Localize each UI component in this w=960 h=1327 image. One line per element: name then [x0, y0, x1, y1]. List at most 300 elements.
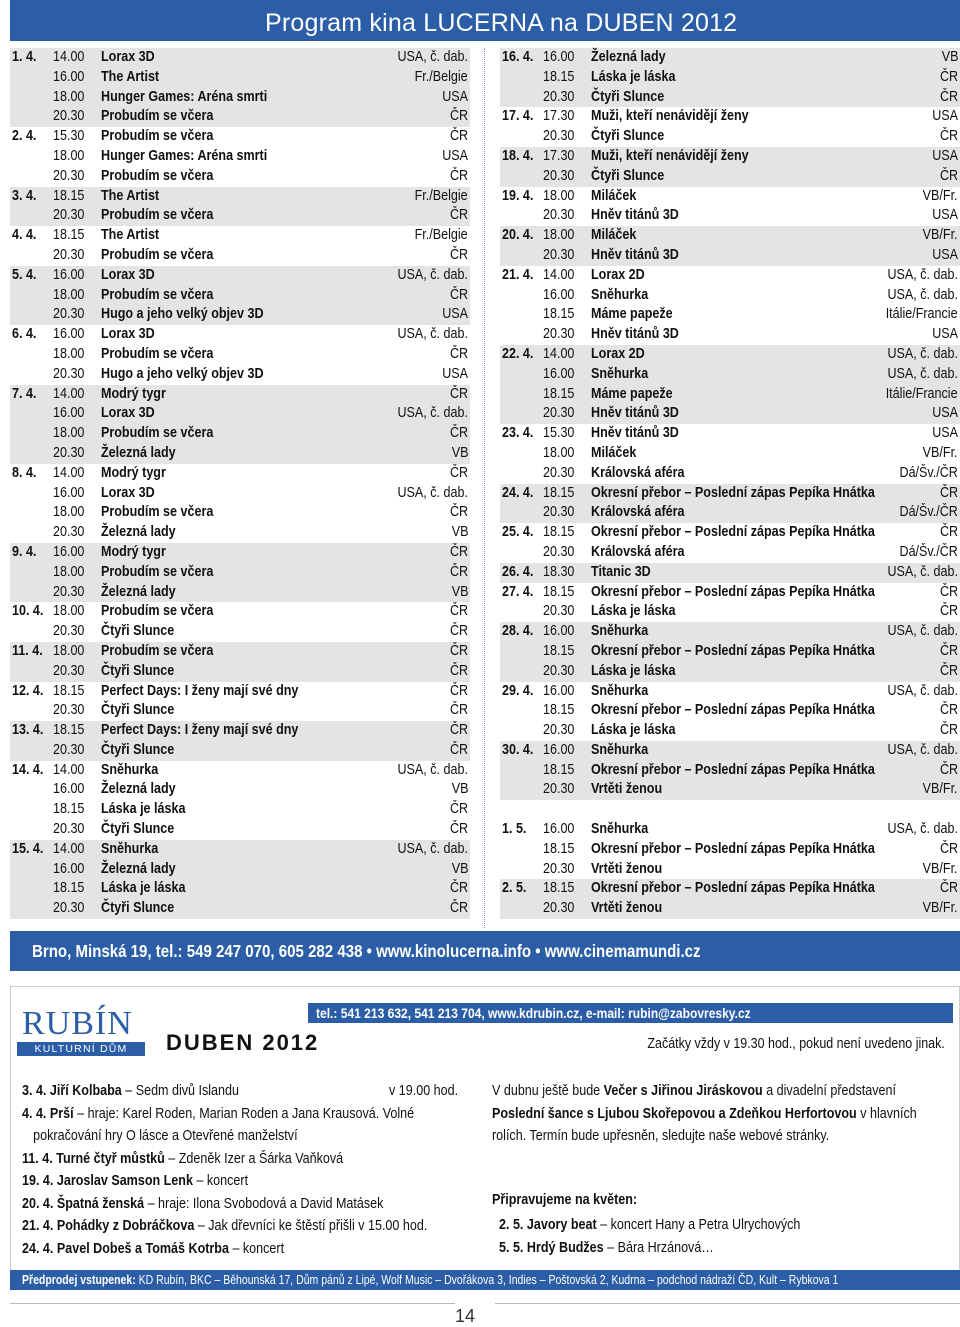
- film-origin: USA, č. dab.: [887, 365, 958, 382]
- schedule-time: 20.30: [53, 524, 85, 541]
- film-title: Vrtěti ženou: [591, 860, 663, 877]
- schedule-date: 9. 4.: [12, 543, 37, 560]
- schedule-date: 5. 4.: [12, 266, 37, 283]
- film-origin: USA, č. dab.: [887, 741, 958, 758]
- schedule-time: 20.30: [543, 900, 575, 917]
- film-title: Lorax 3D: [101, 326, 155, 343]
- film-origin: USA, č. dab.: [887, 345, 958, 362]
- schedule-date: 26. 4.: [502, 563, 534, 580]
- schedule-row: [500, 602, 960, 622]
- rubin-event-date: 3. 4.: [22, 1083, 47, 1099]
- film-title: Čtyři Slunce: [591, 88, 665, 105]
- film-title: Lorax 3D: [101, 266, 155, 283]
- schedule-time: 18.15: [543, 68, 575, 85]
- header-banner: [10, 0, 960, 41]
- schedule-row: [500, 167, 960, 187]
- film-origin: USA, č. dab.: [397, 326, 468, 343]
- schedule-row: [10, 543, 470, 563]
- film-title: Železná lady: [101, 860, 176, 877]
- schedule-time: 20.30: [53, 900, 85, 917]
- schedule-time: 14.00: [53, 840, 85, 857]
- schedule-date: 28. 4.: [502, 623, 534, 640]
- film-title: Perfect Days: I ženy mají své dny: [101, 722, 299, 739]
- schedule-date: 18. 4.: [502, 147, 534, 164]
- schedule-date: 14. 4.: [12, 761, 44, 778]
- schedule-row: [500, 246, 960, 266]
- schedule-time: 16.00: [53, 326, 85, 343]
- schedule-row: [500, 701, 960, 721]
- film-title: Láska je láska: [591, 662, 676, 679]
- film-title: Královská aféra: [591, 464, 685, 481]
- film-origin: Itálie/Francie: [886, 306, 958, 323]
- schedule-row: [10, 88, 470, 108]
- schedule-time: 18.15: [543, 880, 575, 897]
- schedule-row: [10, 266, 470, 286]
- schedule-time: 20.30: [543, 167, 575, 184]
- schedule-time: 18.15: [543, 583, 575, 600]
- film-origin: USA, č. dab.: [887, 623, 958, 640]
- schedule-row: [10, 840, 470, 860]
- schedule-row: [10, 404, 470, 424]
- film-title: Železná lady: [101, 583, 176, 600]
- rubin-event-desc: – koncert: [192, 1173, 249, 1189]
- film-origin: USA: [932, 108, 958, 125]
- film-title: Čtyři Slunce: [591, 167, 665, 184]
- film-origin: ČR: [449, 246, 468, 263]
- film-origin: ČR: [449, 563, 468, 580]
- schedule-time: 18.15: [543, 524, 575, 541]
- film-title: Probudím se včera: [101, 286, 214, 303]
- rubin-event-time: v 19.00 hod.: [389, 1083, 459, 1099]
- schedule-row: [10, 107, 470, 127]
- schedule-row: [500, 345, 960, 365]
- film-title: Hněv titánů 3D: [591, 405, 679, 422]
- film-title: Sněhurka: [591, 821, 649, 838]
- film-title: Probudím se včera: [101, 425, 214, 442]
- film-title: Miláček: [591, 444, 637, 461]
- presale-label: Předprodej vstupenek:: [22, 1272, 136, 1287]
- film-origin: ČR: [939, 761, 958, 778]
- film-origin: Dá/Šv./ČR: [899, 543, 958, 560]
- film-origin: USA, č. dab.: [887, 286, 958, 303]
- schedule-row: [10, 464, 470, 484]
- schedule-row: [10, 48, 470, 68]
- film-origin: VB: [451, 444, 468, 461]
- schedule-time: 18.15: [53, 227, 85, 244]
- schedule-time: 16.00: [543, 49, 575, 65]
- film-title: Sněhurka: [101, 761, 159, 778]
- schedule-row: [500, 147, 960, 167]
- schedule-time: 20.30: [53, 583, 85, 600]
- schedule-time: 18.15: [53, 682, 85, 699]
- film-title: Čtyři Slunce: [101, 821, 175, 838]
- rubin-event-desc: pokračování hry O lásce a Otevřené manželství: [33, 1128, 298, 1144]
- film-origin: USA, č. dab.: [397, 840, 468, 857]
- schedule-row: [500, 305, 960, 325]
- schedule-time: 20.30: [543, 543, 575, 560]
- schedule-date: 11. 4.: [12, 642, 43, 659]
- prep-item: 5. 5. Hrdý Budžes – Bára Hrzánová…: [499, 1239, 714, 1256]
- film-origin: USA, č. dab.: [397, 405, 468, 422]
- film-origin: ČR: [939, 603, 958, 620]
- schedule-time: 16.00: [53, 543, 85, 560]
- film-title: Královská aféra: [591, 504, 685, 521]
- schedule-row: [500, 741, 960, 761]
- film-origin: ČR: [449, 722, 468, 739]
- column-divider: [484, 48, 485, 928]
- schedule-time: 16.00: [543, 821, 575, 838]
- rubin-event-date: 19. 4.: [22, 1173, 54, 1189]
- schedule-row: [500, 325, 960, 345]
- rubin-event: [22, 1238, 492, 1261]
- schedule-time: 20.30: [53, 444, 85, 461]
- film-title: Láska je láska: [101, 880, 186, 897]
- rubin-contact-bar: [308, 1003, 953, 1023]
- schedule-date: 15. 4.: [12, 840, 44, 857]
- film-title: Sněhurka: [101, 840, 159, 857]
- film-title: Modrý tygr: [101, 385, 166, 402]
- film-origin: VB/Fr.: [923, 860, 958, 877]
- schedule-row: [10, 860, 470, 880]
- schedule-row: [500, 444, 960, 464]
- cinema-contact-bar: [10, 931, 960, 971]
- schedule-time: 18.00: [53, 425, 85, 442]
- schedule-date: 7. 4.: [12, 385, 37, 402]
- film-origin: USA: [932, 425, 958, 442]
- schedule-date: 21. 4.: [502, 266, 534, 283]
- film-title: The Artist: [101, 187, 160, 204]
- film-origin: ČR: [939, 524, 958, 541]
- film-origin: ČR: [939, 128, 958, 145]
- film-title: Hunger Games: Aréna smrti: [101, 147, 268, 164]
- schedule-row: [500, 266, 960, 286]
- schedule-row: [10, 424, 470, 444]
- film-origin: USA: [442, 306, 468, 323]
- schedule-row: [10, 602, 470, 622]
- film-origin: ČR: [449, 207, 468, 224]
- rubin-event-desc: – hraje: Karel Roden, Marian Roden a Jana Krausová. Volné: [73, 1105, 415, 1122]
- schedule-time: 20.30: [53, 365, 85, 382]
- schedule-row: [500, 286, 960, 306]
- film-title: Lorax 2D: [591, 266, 645, 283]
- rubin-logo-subtitle: KULTURNÍ DŮM: [17, 1042, 145, 1056]
- schedule-row: [10, 167, 470, 187]
- film-origin: ČR: [449, 900, 468, 917]
- film-origin: Fr./Belgie: [414, 227, 468, 244]
- schedule-row: [500, 464, 960, 484]
- schedule-time: 18.15: [543, 761, 575, 778]
- schedule-date: 19. 4.: [502, 187, 534, 204]
- film-title: Probudím se včera: [101, 128, 214, 145]
- schedule-row: [500, 860, 960, 880]
- film-origin: Dá/Šv./ČR: [899, 464, 958, 481]
- schedule-row: [10, 345, 470, 365]
- film-title: Máme papeže: [591, 385, 673, 402]
- schedule-time: 20.30: [53, 108, 85, 125]
- film-origin: USA: [932, 147, 958, 164]
- film-origin: VB/Fr.: [923, 187, 958, 204]
- schedule-time: 18.15: [543, 702, 575, 719]
- film-title: Láska je láska: [591, 68, 676, 85]
- film-origin: ČR: [449, 603, 468, 620]
- film-origin: USA, č. dab.: [887, 563, 958, 580]
- film-title: Železná lady: [101, 781, 176, 798]
- schedule-time: 20.30: [53, 741, 85, 758]
- film-title: Hněv titánů 3D: [591, 326, 679, 343]
- schedule-time: 14.00: [53, 761, 85, 778]
- schedule-time: 18.15: [53, 187, 85, 204]
- schedule-row: [10, 800, 470, 820]
- schedule-row: [500, 563, 960, 583]
- schedule-time: 18.00: [543, 444, 575, 461]
- schedule-time: 16.00: [53, 405, 85, 422]
- film-origin: ČR: [939, 702, 958, 719]
- film-title: Okresní přebor – Poslední zápas Pepíka Hnátka: [591, 761, 875, 778]
- schedule-date: 12. 4.: [12, 682, 44, 699]
- film-title: Probudím se včera: [101, 167, 214, 184]
- rubin-logo-name: RUBÍN: [22, 1005, 133, 1042]
- schedule-time: 18.15: [543, 385, 575, 402]
- film-origin: VB/Fr.: [923, 444, 958, 461]
- film-title: Hugo a jeho velký objev 3D: [101, 306, 264, 323]
- schedule-row: [10, 622, 470, 642]
- schedule-time: 14.00: [53, 49, 85, 65]
- film-origin: USA, č. dab.: [397, 49, 468, 65]
- schedule-date: 6. 4.: [12, 326, 37, 343]
- schedule-date: 30. 4.: [502, 741, 534, 758]
- film-title: Hněv titánů 3D: [591, 246, 679, 263]
- schedule-time: 15.30: [543, 425, 575, 442]
- schedule-time: 14.00: [543, 266, 575, 283]
- film-title: Probudím se včera: [101, 504, 214, 521]
- schedule-row: [500, 127, 960, 147]
- schedule-date: 29. 4.: [502, 682, 534, 699]
- film-origin: ČR: [449, 682, 468, 699]
- schedule-row: [10, 879, 470, 899]
- film-origin: VB: [941, 49, 958, 65]
- schedule-time: 20.30: [543, 504, 575, 521]
- film-origin: ČR: [449, 504, 468, 521]
- rubin-event-title: Prší: [49, 1105, 74, 1122]
- film-origin: ČR: [939, 583, 958, 600]
- film-origin: Dá/Šv./ČR: [899, 504, 958, 521]
- rubin-event-title: Turné čtyř můstků: [56, 1150, 165, 1167]
- film-origin: ČR: [449, 128, 468, 145]
- schedule-row: [10, 761, 470, 781]
- schedule-time: 18.00: [53, 147, 85, 164]
- schedule-time: 18.15: [543, 306, 575, 323]
- film-origin: ČR: [449, 741, 468, 758]
- schedule-row: [10, 147, 470, 167]
- film-origin: USA: [932, 405, 958, 422]
- film-title: Vrtěti ženou: [591, 781, 663, 798]
- schedule-row: [10, 187, 470, 207]
- film-title: Železná lady: [101, 524, 176, 541]
- schedule-row: [10, 444, 470, 464]
- film-title: Lorax 3D: [101, 49, 155, 65]
- schedule-time: 14.00: [53, 464, 85, 481]
- schedule-time: 20.30: [543, 326, 575, 343]
- film-title: Okresní přebor – Poslední zápas Pepíka Hnátka: [591, 880, 875, 897]
- film-title: Probudím se včera: [101, 563, 214, 580]
- film-origin: VB/Fr.: [923, 781, 958, 798]
- film-origin: ČR: [449, 623, 468, 640]
- rubin-event-date: 4. 4.: [22, 1105, 47, 1122]
- schedule-row: [500, 780, 960, 800]
- schedule-row: [10, 523, 470, 543]
- film-title: Čtyři Slunce: [101, 900, 175, 917]
- film-title: Královská aféra: [591, 543, 685, 560]
- film-title: Probudím se včera: [101, 108, 214, 125]
- film-title: Okresní přebor – Poslední zápas Pepíka Hnátka: [591, 702, 875, 719]
- film-origin: ČR: [939, 880, 958, 897]
- schedule-date: 23. 4.: [502, 425, 534, 442]
- film-origin: ČR: [449, 167, 468, 184]
- film-title: Probudím se včera: [101, 642, 214, 659]
- schedule-date: 1. 4.: [12, 49, 37, 65]
- schedule-row: [10, 385, 470, 405]
- schedule-date: 24. 4.: [502, 484, 534, 501]
- film-title: Hněv titánů 3D: [591, 425, 679, 442]
- rubin-start-note: Začátky vždy v 19.30 hod., pokud není uvedeno jinak.: [647, 1036, 945, 1052]
- rubin-event: [22, 1080, 492, 1103]
- prep-list: [499, 1214, 849, 1259]
- schedule-row: [500, 226, 960, 246]
- schedule-time: 18.00: [53, 88, 85, 105]
- film-origin: Fr./Belgie: [414, 68, 468, 85]
- film-origin: VB: [451, 860, 468, 877]
- film-origin: VB: [451, 524, 468, 541]
- schedule-row: [500, 899, 960, 919]
- schedule-row: [500, 721, 960, 741]
- prep-item: 2. 5. Javory beat – koncert Hany a Petra Ulrychových: [499, 1217, 801, 1233]
- schedule-time: 20.30: [53, 821, 85, 838]
- film-origin: ČR: [449, 108, 468, 125]
- schedule-time: 16.00: [53, 266, 85, 283]
- film-origin: ČR: [449, 464, 468, 481]
- schedule-row: [500, 365, 960, 385]
- rubin-event: [22, 1215, 492, 1238]
- schedule-time: 18.00: [53, 504, 85, 521]
- schedule-time: 18.15: [53, 801, 85, 818]
- schedule-row: [10, 503, 470, 523]
- schedule-time: 18.30: [543, 563, 575, 580]
- schedule-date: 13. 4.: [12, 722, 44, 739]
- schedule-row: [10, 484, 470, 504]
- schedule-row: [10, 662, 470, 682]
- rubin-event: [22, 1193, 492, 1216]
- film-origin: USA, č. dab.: [397, 761, 468, 778]
- film-title: Máme papeže: [591, 306, 673, 323]
- film-title: Okresní přebor – Poslední zápas Pepíka Hnátka: [591, 642, 875, 659]
- schedule-time: 14.00: [53, 385, 85, 402]
- schedule-date: 1. 5.: [502, 821, 527, 838]
- film-origin: ČR: [449, 662, 468, 679]
- film-title: Modrý tygr: [101, 543, 166, 560]
- film-origin: ČR: [449, 821, 468, 838]
- film-origin: ČR: [939, 167, 958, 184]
- film-title: Sněhurka: [591, 365, 649, 382]
- film-title: Hunger Games: Aréna smrti: [101, 88, 268, 105]
- film-origin: Fr./Belgie: [414, 187, 468, 204]
- film-origin: ČR: [449, 642, 468, 659]
- schedule-row: [10, 820, 470, 840]
- film-origin: ČR: [939, 484, 958, 501]
- film-origin: USA: [442, 365, 468, 382]
- schedule-time: 15.30: [53, 128, 85, 145]
- film-origin: ČR: [449, 286, 468, 303]
- film-origin: VB/Fr.: [923, 227, 958, 244]
- schedule-row: [10, 721, 470, 741]
- schedule-time: 20.30: [543, 781, 575, 798]
- schedule-row: [500, 583, 960, 603]
- film-title: Čtyři Slunce: [101, 702, 175, 719]
- rubin-event: [22, 1148, 492, 1171]
- prep-title: Připravujeme na květen:: [492, 1192, 638, 1208]
- schedule-date: 16. 4.: [502, 49, 534, 65]
- schedule-time: 16.00: [543, 286, 575, 303]
- film-title: Čtyři Slunce: [101, 662, 175, 679]
- schedule-time: 16.00: [53, 860, 85, 877]
- schedule-time: 18.00: [53, 563, 85, 580]
- presale-bar: [10, 1270, 960, 1290]
- schedule-time: 20.30: [543, 88, 575, 105]
- rubin-event-desc: – Zdeněk Izer a Šárka Vaňková: [164, 1150, 344, 1167]
- schedule-row: [10, 741, 470, 761]
- schedule-row: [500, 761, 960, 781]
- film-title: Láska je láska: [591, 603, 676, 620]
- schedule-date: 25. 4.: [502, 524, 534, 541]
- film-origin: USA, č. dab.: [887, 821, 958, 838]
- rubin-event-title: Pohádky z Dobráčkova: [56, 1218, 195, 1234]
- film-origin: ČR: [939, 642, 958, 659]
- film-origin: ČR: [939, 722, 958, 739]
- schedule-time: 18.15: [543, 642, 575, 659]
- film-title: Hugo a jeho velký objev 3D: [101, 365, 264, 382]
- film-title: Okresní přebor – Poslední zápas Pepíka Hnátka: [591, 524, 875, 541]
- film-origin: USA: [932, 246, 958, 263]
- rubin-month-title: DUBEN 2012: [166, 1030, 320, 1055]
- schedule-time: 20.30: [53, 662, 85, 679]
- schedule-time: 20.30: [53, 167, 85, 184]
- film-origin: ČR: [449, 385, 468, 402]
- film-title: Probudím se včera: [101, 345, 214, 362]
- film-title: Okresní přebor – Poslední zápas Pepíka Hnátka: [591, 840, 875, 857]
- schedule-time: 16.00: [53, 484, 85, 501]
- rubin-event-title: Špatná ženská: [56, 1195, 145, 1212]
- schedule-time: 16.00: [543, 623, 575, 640]
- rubin-event-date: 24. 4.: [22, 1240, 54, 1257]
- schedule-row: [10, 68, 470, 88]
- schedule-date: 8. 4.: [12, 464, 37, 481]
- presale-text: KD Rubín, BKC – Běhounská 17, Dům pánů z Lipé, Wolf Music – Dvořákova 3, Indies – Poštovská 2, Kudrna – podchod nádraží ČD, Kult – Rybkova 1: [135, 1272, 839, 1287]
- rubin-event-title: Pavel Dobeš a Tomáš Kotrba: [56, 1240, 229, 1257]
- film-title: Čtyři Slunce: [101, 623, 175, 640]
- rubin-note: V dubnu ještě bude Večer s Jiřinou Jiráskovou a divadelní představení Poslední šance s Ljubou Skořepovou a Zdeňkou Herfortovou v hlavních rolích. Termín bude upřesněn, sledujte naše webové stránky.: [492, 1083, 917, 1144]
- film-title: Lorax 2D: [591, 345, 645, 362]
- film-title: Čtyři Slunce: [101, 741, 175, 758]
- schedule-row: [500, 484, 960, 504]
- schedule-row: [10, 563, 470, 583]
- schedule-row: [500, 187, 960, 207]
- schedule-row: [500, 88, 960, 108]
- film-title: Muži, kteří nenávidějí ženy: [591, 108, 749, 125]
- film-origin: USA, č. dab.: [397, 266, 468, 283]
- film-title: Miláček: [591, 227, 637, 244]
- schedule-date: 27. 4.: [502, 583, 534, 600]
- schedule-date: 2. 5.: [502, 880, 527, 897]
- schedule-row: [500, 662, 960, 682]
